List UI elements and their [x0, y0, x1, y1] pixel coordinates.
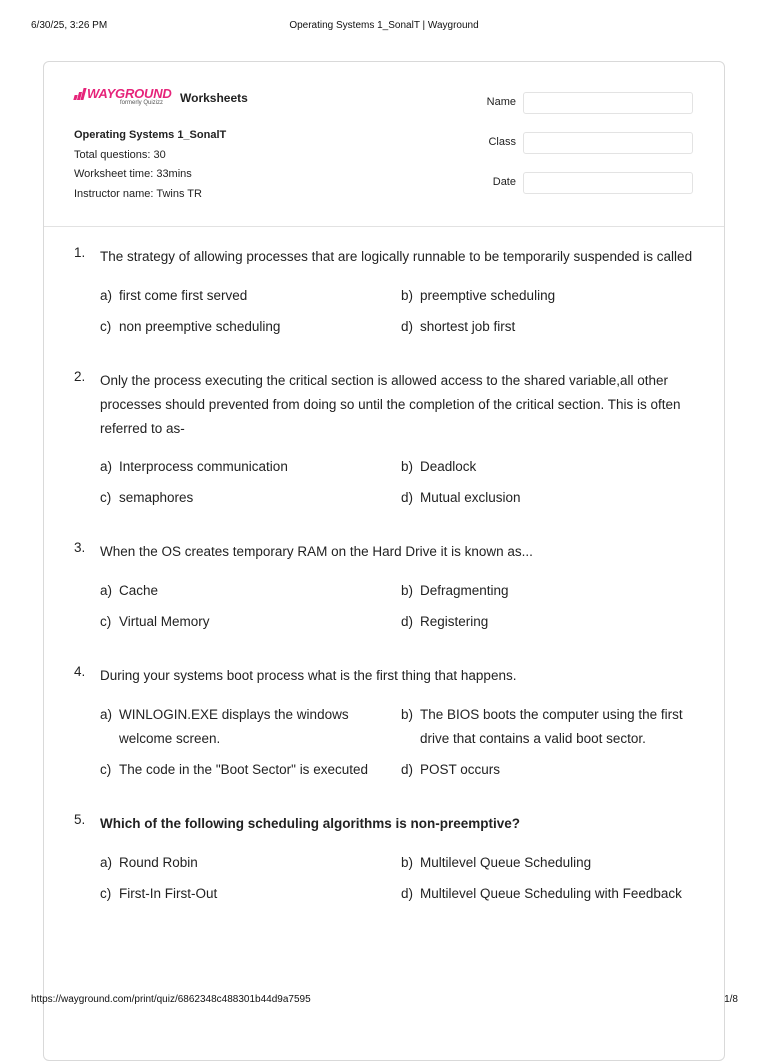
date-label: Date — [492, 176, 516, 188]
option-letter: c) — [100, 319, 112, 334]
question-text: The strategy of allowing processes that are logically runnable to be temporarily suspended is called — [100, 249, 693, 264]
question-number: 5. — [74, 812, 86, 827]
page-number: 1/8 — [724, 994, 738, 1005]
option-letter: c) — [100, 886, 112, 901]
wayground-logo-icon — [74, 88, 85, 100]
total-questions: Total questions: 30 — [74, 148, 166, 161]
worksheet-meta — [74, 126, 226, 204]
option-letter: a) — [100, 855, 113, 870]
question-number: 3. — [74, 540, 86, 555]
question-number: 1. — [74, 245, 86, 260]
question-number: 4. — [74, 664, 86, 679]
question-number: 2. — [74, 369, 86, 384]
option-letter: d) — [401, 319, 414, 334]
option-text: Deadlock — [420, 459, 477, 474]
instructor-name: Instructor name: Twins TR — [74, 187, 202, 200]
class-field[interactable] — [523, 132, 693, 154]
print-url: https://wayground.com/print/quiz/6862348c488301b44d9a7595 — [31, 994, 311, 1005]
option-letter: a) — [100, 707, 113, 722]
name-field[interactable] — [523, 92, 693, 114]
option-text: Interprocess communication — [119, 459, 288, 474]
worksheet-title: Operating Systems 1_SonalT — [74, 129, 227, 141]
option-letter: d) — [401, 886, 414, 901]
worksheet-header — [44, 62, 724, 227]
option-letter: b) — [401, 855, 414, 870]
option-letter: b) — [401, 288, 414, 303]
option-letter: c) — [100, 762, 112, 777]
option-letter: c) — [100, 614, 112, 629]
question-text: Only the process executing the critical section is allowed access to the shared variable,all other processes should prevented from doing so until the completion of the critical section. This is often referred to as- — [100, 373, 681, 436]
name-label: Name — [486, 96, 516, 108]
option-letter: b) — [401, 459, 414, 474]
date-field[interactable] — [523, 172, 693, 194]
option-text: POST occurs — [420, 762, 501, 777]
class-label: Class — [488, 136, 516, 148]
option-letter: a) — [100, 583, 113, 598]
option-text: The code in the "Boot Sector" is executed — [119, 762, 368, 777]
worksheet-time: Worksheet time: 33mins — [74, 168, 192, 180]
option-text: Virtual Memory — [119, 614, 210, 629]
option-text: Defragmenting — [420, 583, 509, 598]
option-text: Mutual exclusion — [420, 490, 521, 505]
option-text: preemptive scheduling — [420, 288, 556, 303]
print-title: Operating Systems 1_SonalT | Wayground — [289, 20, 479, 31]
option-text: The BIOS boots the computer using the first drive that contains a valid boot sector. — [420, 707, 683, 746]
option-letter: d) — [401, 614, 414, 629]
option-text: shortest job first — [420, 319, 516, 334]
brand-subtitle: formerly Quizizz — [120, 100, 164, 106]
option-text: Round Robin — [119, 855, 198, 870]
option-letter: d) — [401, 762, 414, 777]
question-text: Which of the following scheduling algorithms is non-preemptive? — [100, 816, 521, 831]
option-text: WINLOGIN.EXE displays the windows welcome screen. — [119, 707, 349, 746]
print-datetime: 6/30/25, 3:26 PM — [31, 20, 108, 31]
section-label: Worksheets — [180, 91, 248, 105]
question-text: When the OS creates temporary RAM on the Hard Drive it is known as... — [100, 544, 533, 559]
option-text: non preemptive scheduling — [119, 319, 281, 334]
option-text: Multilevel Queue Scheduling with Feedback — [420, 886, 682, 901]
brand-name: WAYGROUND — [87, 86, 172, 101]
option-text: Registering — [420, 614, 489, 629]
option-text: Multilevel Queue Scheduling — [420, 855, 592, 870]
option-letter: c) — [100, 490, 112, 505]
option-letter: d) — [401, 490, 414, 505]
option-text: semaphores — [119, 490, 194, 505]
question-text: During your systems boot process what is the first thing that happens. — [100, 668, 517, 683]
option-letter: b) — [401, 707, 414, 722]
option-text: first come first served — [119, 288, 248, 303]
option-letter: a) — [100, 288, 113, 303]
option-text: First-In First-Out — [119, 886, 218, 901]
option-letter: b) — [401, 583, 414, 598]
brand-logo — [74, 86, 172, 106]
option-text: Cache — [119, 583, 159, 598]
option-letter: a) — [100, 459, 113, 474]
